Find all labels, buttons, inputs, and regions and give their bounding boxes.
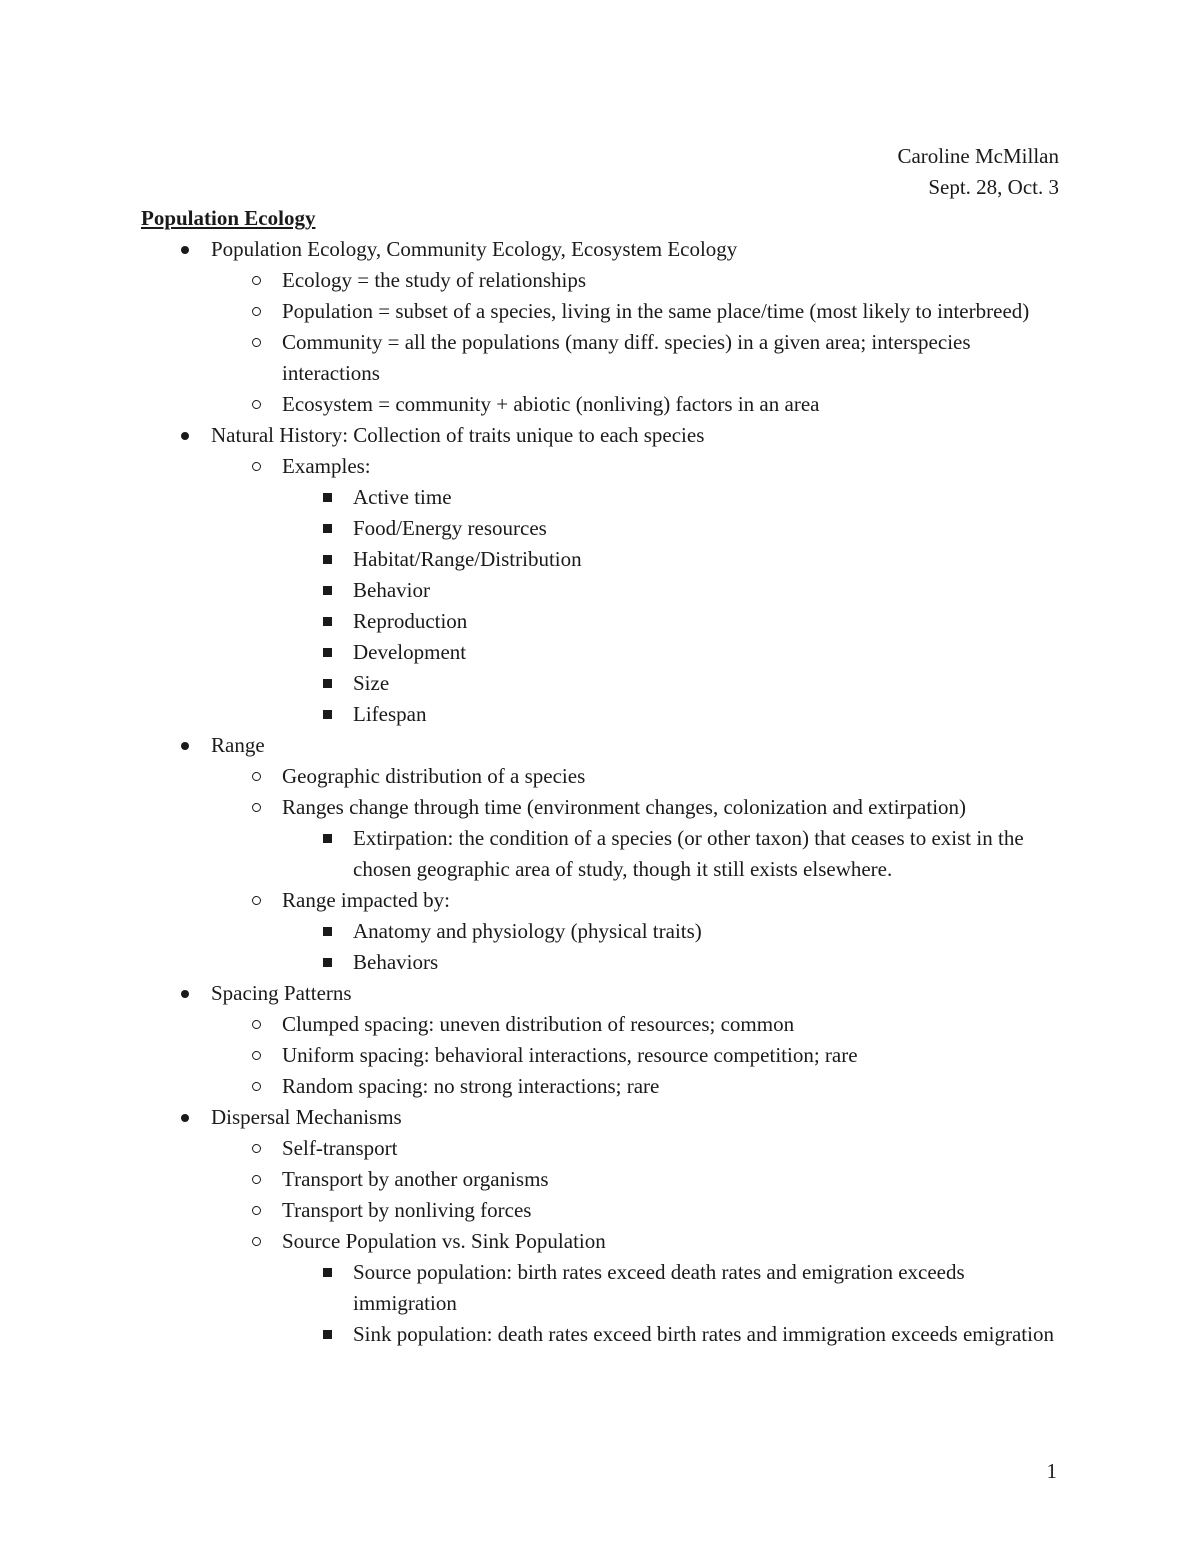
outline-item-level-3: [141, 916, 1061, 947]
bullet-circle-icon: [246, 1009, 266, 1040]
bullet-square-icon: [317, 668, 337, 699]
bullet-square-icon: [317, 916, 337, 947]
bullet-disc-icon: [175, 978, 195, 1009]
outline-item-level-2: [141, 761, 1061, 792]
outline-item-level-2: [141, 1164, 1061, 1195]
date-line: Sept. 28, Oct. 3: [928, 175, 1059, 199]
outline-item-level-3: [141, 1319, 1061, 1350]
bullet-square-icon: [317, 575, 337, 606]
outline-item-text: Ecology = the study of relationships: [282, 268, 587, 292]
outline-item-text: Development: [353, 640, 467, 664]
outline-item-text: Sink population: death rates exceed birth rates and immigration exceeds emigration: [353, 1322, 1054, 1346]
bullet-disc-icon: [175, 420, 195, 451]
outline-item-level-2: [141, 265, 1061, 296]
bullet-square-icon: [317, 699, 337, 730]
outline-item-text: Population = subset of a species, living in the same place/time (most likely to interbreed): [282, 299, 1030, 323]
outline-item-text: Habitat/Range/Distribution: [353, 547, 582, 571]
outline-item-level-3: [141, 482, 1061, 513]
outline-item-text: Self-transport: [282, 1136, 398, 1160]
outline-item-text: Community = all the populations (many diff. species) in a given area; interspecies interactions: [282, 330, 971, 385]
outline-item-text: Examples:: [282, 454, 371, 478]
bullet-disc-icon: [175, 234, 195, 265]
bullet-square-icon: [317, 637, 337, 668]
outline-item-text: Size: [353, 671, 390, 695]
outline-item-level-3: [141, 947, 1061, 978]
outline-item-text: Population Ecology, Community Ecology, Ecosystem Ecology: [211, 237, 738, 261]
bullet-circle-icon: [246, 1040, 266, 1071]
outline-item-level-3: [141, 699, 1061, 730]
page-number: 1: [1046, 1459, 1057, 1483]
outline-item-level-2: [141, 327, 1061, 389]
outline-item-text: Extirpation: the condition of a species (or other taxon) that ceases to exist in the chosen geographic area of study, though it still exists elsewhere.: [353, 826, 1024, 881]
bullet-circle-icon: [246, 296, 266, 327]
bullet-square-icon: [317, 947, 337, 978]
outline-item-text: Range: [211, 733, 265, 757]
outline-item-level-3: [141, 823, 1061, 885]
outline-item-level-1: [141, 978, 1061, 1009]
outline-item-level-3: [141, 544, 1061, 575]
outline-item-level-3: [141, 606, 1061, 637]
outline-item-level-3: [141, 575, 1061, 606]
bullet-square-icon: [317, 1319, 337, 1350]
outline-item-level-2: [141, 792, 1061, 823]
bullet-square-icon: [317, 544, 337, 575]
outline-item-text: Random spacing: no strong interactions; rare: [282, 1074, 660, 1098]
bullet-circle-icon: [246, 389, 266, 420]
outline-item-level-2: [141, 1071, 1061, 1102]
bullet-circle-icon: [246, 1071, 266, 1102]
notes-outline: [141, 234, 1061, 1350]
outline-item-text: Food/Energy resources: [353, 516, 547, 540]
author-name: Caroline McMillan: [897, 144, 1059, 168]
outline-item-level-1: [141, 234, 1061, 265]
bullet-square-icon: [317, 823, 337, 854]
bullet-square-icon: [317, 482, 337, 513]
outline-item-text: Transport by another organisms: [282, 1167, 549, 1191]
outline-item-text: Active time: [353, 485, 452, 509]
bullet-circle-icon: [246, 1164, 266, 1195]
bullet-circle-icon: [246, 451, 266, 482]
bullet-circle-icon: [246, 327, 266, 358]
outline-item-level-3: [141, 1257, 1061, 1319]
outline-item-level-2: [141, 296, 1061, 327]
bullet-circle-icon: [246, 1133, 266, 1164]
outline-item-text: Ecosystem = community + abiotic (nonliving) factors in an area: [282, 392, 820, 416]
bullet-circle-icon: [246, 265, 266, 296]
outline-item-text: Geographic distribution of a species: [282, 764, 586, 788]
bullet-circle-icon: [246, 1226, 266, 1257]
outline-item-level-2: [141, 1133, 1061, 1164]
bullet-square-icon: [317, 606, 337, 637]
outline-item-level-2: [141, 1195, 1061, 1226]
outline-item-level-2: [141, 389, 1061, 420]
outline-item-text: Behavior: [353, 578, 430, 602]
outline-item-level-1: [141, 730, 1061, 761]
outline-item-text: Transport by nonliving forces: [282, 1198, 532, 1222]
outline-item-level-2: [141, 451, 1061, 482]
bullet-disc-icon: [175, 730, 195, 761]
outline-item-level-2: [141, 1040, 1061, 1071]
outline-item-text: Uniform spacing: behavioral interactions, resource competition; rare: [282, 1043, 858, 1067]
outline-item-text: Ranges change through time (environment changes, colonization and extirpation): [282, 795, 967, 819]
bullet-circle-icon: [246, 792, 266, 823]
outline-item-level-3: [141, 513, 1061, 544]
outline-item-text: Anatomy and physiology (physical traits): [353, 919, 702, 943]
outline-item-text: Spacing Patterns: [211, 981, 352, 1005]
outline-item-text: Natural History: Collection of traits unique to each species: [211, 423, 705, 447]
bullet-disc-icon: [175, 1102, 195, 1133]
outline-item-level-1: [141, 1102, 1061, 1133]
outline-item-text: Source Population vs. Sink Population: [282, 1229, 606, 1253]
outline-item-level-2: [141, 1009, 1061, 1040]
outline-item-level-1: [141, 420, 1061, 451]
bullet-circle-icon: [246, 1195, 266, 1226]
outline-item-text: Clumped spacing: uneven distribution of resources; common: [282, 1012, 795, 1036]
outline-item-text: Behaviors: [353, 950, 439, 974]
outline-item-text: Reproduction: [353, 609, 468, 633]
bullet-circle-icon: [246, 761, 266, 792]
outline-item-level-3: [141, 637, 1061, 668]
outline-item-level-3: [141, 668, 1061, 699]
outline-item-text: Source population: birth rates exceed death rates and emigration exceeds immigration: [353, 1260, 965, 1315]
outline-item-text: Dispersal Mechanisms: [211, 1105, 402, 1129]
outline-item-level-2: [141, 885, 1061, 916]
outline-item-text: Range impacted by:: [282, 888, 450, 912]
bullet-square-icon: [317, 513, 337, 544]
outline-item-level-2: [141, 1226, 1061, 1257]
page-title: Population Ecology: [141, 206, 316, 230]
bullet-circle-icon: [246, 885, 266, 916]
header-block: [897, 141, 1059, 203]
bullet-square-icon: [317, 1257, 337, 1288]
outline-item-text: Lifespan: [353, 702, 427, 726]
